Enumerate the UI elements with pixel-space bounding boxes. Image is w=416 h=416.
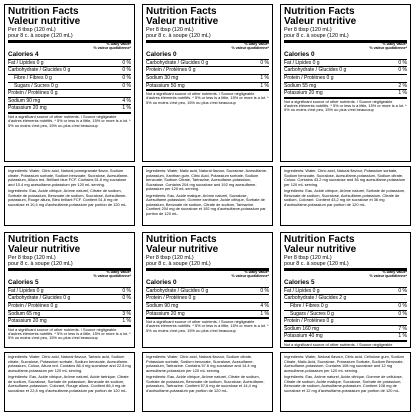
nutrient-dv: 1 % (260, 310, 269, 317)
ingredients-box (4, 166, 135, 226)
nutrient-label: Carbohydrate / Glucides 2 g (284, 295, 347, 302)
nutrient-dv: 0 % (122, 287, 131, 294)
nutrient-label: Sodium 90 mg (8, 97, 41, 104)
panel-footnote: Not a significant source of other nutrients. / Source négligeable d'autres éléments nutritifs. * 5% or less is a little, 15% or more is a lot. * 5% ou moins c'est peu, 15% ou plus c'est beaucoup (146, 91, 269, 105)
nutrient-dv: 0 % (122, 295, 131, 302)
nutrient-dv: 2 % (398, 82, 407, 89)
ingredients-box (280, 352, 411, 412)
serving-size-en: Per 8 tbsp (120 mL) (8, 255, 56, 261)
nutrient-row (284, 75, 407, 83)
panel-title-en: Nutrition Facts (284, 6, 355, 17)
nutrient-row (284, 67, 407, 75)
nutrient-dv: 0 % (122, 59, 131, 66)
dv-header-en: % Daily Value* (106, 42, 131, 47)
nutrient-dv: 1 % (260, 75, 269, 81)
panel-title-fr: Valeur nutritive (146, 16, 219, 27)
nutrient-label: Carbohydrate / Glucides 0 g (8, 295, 71, 302)
nutrient-row (8, 318, 131, 327)
nutrient-label: Fat / Lipides 0 g (284, 59, 320, 66)
nutrient-label: Potassium 20 mg (8, 105, 47, 112)
nutrient-label: Potassium 20 mg (284, 90, 323, 97)
nutrition-panel (280, 4, 411, 162)
ingredients-box (280, 166, 411, 226)
dv-header-en: % Daily Value* (244, 270, 269, 275)
nutrient-row (284, 60, 407, 68)
nutrient-row (146, 60, 269, 68)
nutrient-label: Sodium 30 mg (146, 75, 179, 81)
serving-size-fr: pour 8 c. à soupe (120 mL) (284, 261, 349, 268)
panel-title-fr: Valeur nutritive (284, 16, 357, 27)
nutrient-label: Fat / Lipides 0 g (284, 287, 320, 294)
ingredients-fr: Ingrédients: Eau, Acide citrique, Arôme naturel, Acide tartrique, Citrate de sodium, Sucralose, Sorbate de potassium, Benzoate de sodium, Acésulfame-potassium, Colorant, Rouge allura. Contient 86,4 mg de sucralose et 22,8 mg d'acésulfame-potassium par portion de 120 mL. (8, 374, 129, 393)
nutrient-dv: 1 % (398, 90, 407, 97)
ingredients-box (142, 166, 273, 226)
nutrient-label: Potassium 20 mg (8, 318, 47, 325)
ingredients-en: Ingredients: Water, Citric acid, Natural flavour, Sodium citrate, Potassium sorbate, Sodium benzoate, Sucralose, Acesulfame-potassium, Tartrazine. Contains 57.6 mg sucralose and 14.4 mg acesulfame-potassium per 120 mL serving. (146, 354, 257, 373)
nutrient-row (8, 90, 131, 98)
calories-row: Calories 0 (284, 51, 407, 60)
serving-size-en: Per 8 tbsp (120 mL) (146, 255, 194, 261)
dv-header-fr: % valeur quotidienne* (231, 46, 269, 51)
dv-header-en: % Daily Value* (106, 270, 131, 275)
nutrient-row (8, 83, 131, 91)
nutrient-row (284, 288, 407, 296)
panel-title-fr: Valeur nutritive (146, 244, 219, 255)
nutrition-panel (4, 4, 135, 162)
nutrient-dv: 4 % (260, 303, 269, 309)
panel-title-en: Nutrition Facts (8, 234, 79, 245)
daily-value-header (8, 40, 131, 51)
ingredients-en: Ingredients: Water, Citric acid, Natural flavour, Tartaric acid, Sodium citrate, Sucralose, Potassium sorbate, Sodium benzoate, Acesulfame-potassium, Colour, Allura red. Contains 86.4 mg sucralose and 22.8 mg acesulfame-potassium per 120 mL serving. (8, 354, 131, 373)
serving-size-fr: pour 8 c. à soupe (120 mL) (8, 261, 73, 268)
nutrient-label: Sodium 55 mg (284, 82, 317, 89)
calories-row: Calories 5 (284, 279, 407, 288)
ingredients-fr: Ingrédients: Eau, Acide citrique, Arôme naturel, Citrate de sodium, Sorbate de potassium, Benzoate de sodium, Sucralose, Acésulfame-potassium, Tartrazine. Contient 57,6 mg de sucralose et 14,4 mg d'acésulfame-potassium par portion de 120 mL. (146, 374, 265, 393)
nutrient-row (284, 90, 407, 99)
ingredients-en: Ingredients: Water, Natural flavour, Citric acid, Cellulose gum, Sodium Citrate, Malic Acid, Sucralose, Potassium Sorbate, Sodium Benzoate, Acesulfame-potassium. Contains 108 mg sucralose and 12 mg acesulfame-potassium per 120 mL serving. (284, 354, 405, 373)
nutrient-label: Protein / Protéines 0 g (8, 303, 58, 309)
nutrient-dv: 0 % (260, 287, 269, 294)
calories-row: Calories 0 (146, 51, 269, 60)
ingredients-fr: Ingrédients: Eau, Acide citrique, Arôme naturel, Citrate de sodium, Sorbate de potassium, Benzoate de sodium, Sucralose, Acésulfame-potassium, Rouge allura, Bleu brillant FCF. Contient 51,6 mg de sucralose et 10,4 mg d'acésulfame-potassium par portion de 120 mL. (8, 188, 128, 207)
panel-title-en: Nutrition Facts (146, 234, 217, 245)
nutrient-row (8, 105, 131, 114)
nutrient-dv: 1 % (122, 105, 131, 112)
ingredients-en: Ingredients: Water, Malic acid, Natural flavour, Sucralose, Acesulfame-potassium, Xanthan gum, Citric Acid, Potassium sorbate, Sodium benzoate, Sodium Citrate, Tartrazine, Acesulfame-potassium, Sucralose. Contains 204 mg sucralose and 192 mg acesulfame-potassium per 120 mL serving. (146, 168, 268, 191)
nutrient-row (146, 67, 269, 75)
nutrient-row (8, 60, 131, 68)
nutrient-dv: 3 % (122, 310, 131, 317)
nutrient-label: Carbohydrate / Glucides 0 g (8, 67, 71, 74)
nutrient-row (8, 98, 131, 106)
nutrient-dv: 0 % (122, 67, 131, 74)
dv-header-en: % Daily Value* (382, 270, 407, 275)
dv-header-fr: % valeur quotidienne* (93, 274, 131, 279)
nutrient-label: Potassium 50 mg (146, 82, 185, 89)
nutrient-label: Sodium 160 mg (284, 325, 320, 332)
panel-title-en: Nutrition Facts (284, 234, 355, 245)
nutrient-dv: 0 % (398, 59, 407, 66)
serving-size-fr: pour 8 c. à soupe (120 mL) (146, 33, 211, 40)
panel-title-fr: Valeur nutritive (284, 244, 357, 255)
dv-header-en: % Daily Value* (244, 42, 269, 47)
nutrient-label: Sugars / Sucres 0 g (14, 82, 58, 89)
nutrient-label: Carbohydrate / Glucides 0 g (146, 59, 209, 66)
nutrient-dv: 1 % (398, 333, 407, 340)
nutrient-label: Protein / Protéines 0 g (284, 75, 334, 81)
nutrient-row (146, 295, 269, 303)
nutrient-label: Potassium 40 mg (284, 333, 323, 340)
panel-title-en: Nutrition Facts (146, 6, 217, 17)
nutrient-label: Potassium 20 mg (146, 310, 185, 317)
serving-size-en: Per 8 tbsp (120 mL) (284, 27, 332, 33)
nutrient-row (284, 295, 407, 303)
ingredients-fr: Ingrédients: Eau, Acide citrique, Arôme naturel, Sorbate de potassium, Benzoate de sodium, Sucralose, Acésulfame-potassium, Citrate de sodium, Colorant. Contient 43,2 mg de sucralose et 36 mg d'acésulfame-potassium par portion de 120 mL. (284, 188, 406, 207)
dv-header-fr: % valeur quotidienne* (231, 274, 269, 279)
nutrient-dv: 1 % (260, 82, 269, 89)
nutrient-label: Fibre / Fibres 0 g (290, 303, 328, 309)
panel-title-fr: Valeur nutritive (8, 16, 81, 27)
calories-row: Calories 5 (8, 279, 131, 288)
daily-value-header (146, 40, 269, 51)
nutrient-row (284, 83, 407, 91)
nutrient-row (8, 288, 131, 296)
panel-title-fr: Valeur nutritive (8, 244, 81, 255)
daily-value-header (146, 268, 269, 279)
calories-row: Calories 4 (8, 51, 131, 60)
nutrient-row (284, 311, 407, 319)
serving-size-fr: pour 8 c. à soupe (120 mL) (146, 261, 211, 268)
nutrient-row (146, 83, 269, 92)
nutrition-panel (142, 232, 273, 348)
nutrient-row (8, 311, 131, 319)
dv-header-en: % Daily Value* (382, 42, 407, 47)
nutrition-panel (4, 232, 135, 348)
nutrient-row (146, 75, 269, 83)
nutrient-row (284, 303, 407, 311)
calories-row: Calories 0 (146, 279, 269, 288)
panel-footnote: Not a significant source of other nutrients. / Source négligeable d'autres éléments nutritifs. * 5% or less is a little, 15% or more is a lot. * 5% ou moins c'est peu, 15% ou plus c'est beaucoup (8, 113, 131, 128)
panel-footnote: Not a significant source of other nutrients. / Source négligeable d'autres éléments nutritifs. * 5% or less is a little, 15% or more is a lot. * 5% ou moins c'est peu, 15% ou plus c'est beaucoup (146, 319, 269, 333)
serving-size-fr: pour 8 c. à soupe (120 mL) (8, 33, 73, 40)
nutrient-label: Sodium 65 mg (8, 310, 41, 317)
nutrient-dv: 0 % (398, 67, 407, 74)
nutrient-row (146, 288, 269, 296)
dv-header-fr: % valeur quotidienne* (93, 46, 131, 51)
panel-footnote: Not a significant source of other nutrients. / Source négligeable d'autres éléments nutritifs. * 5% or less is a little, 15% or more is a lot. * 5% ou moins c'est peu, 15% ou plus c'est beaucoup (8, 326, 131, 341)
nutrient-label: Fibre / Fibres 0 g (14, 75, 52, 81)
nutrient-row (8, 75, 131, 83)
ingredients-box (142, 352, 273, 412)
nutrient-dv: 0 % (122, 82, 131, 89)
dv-header-fr: % valeur quotidienne* (369, 274, 407, 279)
nutrient-row (284, 333, 407, 342)
daily-value-header (284, 268, 407, 279)
nutrient-label: Fat / Lipides 0 g (8, 287, 44, 294)
ingredients-en: Ingredients: Water, Citric acid, Natural pomegranate flavor, Sodium citrate, Potassium sorbate, Sodium benzoate, Sucralose, Acesulfame-potassium, Allura red, Brilliant blue FCF. Contains 51.6 mg sucralose and 10.4 mg acesulfame-potassium per 120 mL serving. (8, 168, 129, 187)
ingredients-fr: Ingrédients: Eau, Acide malique, Arôme naturel, Sucralose, Acésulfame-potassium, Gomme xanthane, Acide citrique, Sorbate de potassium, Benzoate de sodium, Citrate de sodium, Tartrazine. Contient 204 mg de sucralose et 192 mg d'acésulfame-potassium par portion de 120 mL. (146, 192, 266, 216)
nutrition-panel (280, 232, 411, 348)
serving-size-en: Per 8 tbsp (120 mL) (284, 255, 332, 261)
nutrient-label: Fat / Lipides 0 g (8, 59, 44, 66)
nutrient-dv: 7 % (398, 325, 407, 332)
nutrient-label: Sugars / Sucres 0 g (290, 310, 334, 317)
nutrient-label: Protein / Protéines 0 g (284, 318, 334, 325)
nutrient-label: Protein / Protéines 0 g (146, 67, 196, 74)
daily-value-header (8, 268, 131, 279)
nutrient-label: Carbohydrate / Glucides 0 g (146, 287, 209, 294)
nutrient-row (146, 311, 269, 320)
nutrient-row (8, 303, 131, 311)
daily-value-header (284, 40, 407, 51)
ingredients-box (4, 352, 135, 412)
nutrient-dv: 0 % (398, 310, 407, 317)
nutrition-panel (142, 4, 273, 162)
nutrient-row (284, 326, 407, 334)
nutrient-label: Sodium 90 mg (146, 303, 179, 309)
nutrient-dv: 0 % (398, 287, 407, 294)
ingredients-en: Ingredients: Water, Citric acid, Natural flavour, Potassium sorbate, Sodium benzoate, Sucralose, Acesulfame-potassium, Sodium citrate, Colour. Contains 43.2 mg sucralose and 36 mg acesulfame-potassium per 120 mL serving. (284, 168, 406, 187)
nutrient-dv: 4 % (122, 97, 131, 104)
serving-size-en: Per 8 tbsp (120 mL) (8, 27, 56, 33)
nutrient-label: Protein / Protéines 0 g (8, 90, 58, 97)
nutrient-dv: 0 % (260, 59, 269, 66)
nutrient-label: Carbohydrate / Glucides 0 g (284, 67, 347, 74)
panel-title-en: Nutrition Facts (8, 6, 79, 17)
dv-header-fr: % valeur quotidienne* (369, 46, 407, 51)
panel-footnote: Not a significant source of other nutrients. / Source négligeable (284, 341, 393, 347)
nutrient-row (8, 67, 131, 75)
nutrient-row (284, 318, 407, 326)
panel-footnote: Not a significant source of other nutrients. / Source négligeable d'autres éléments nutritifs. * 5% or less is a little, 15% or more is a lot. * 5% ou moins c'est peu, 15% ou plus c'est beaucoup (284, 98, 407, 113)
nutrient-row (8, 295, 131, 303)
ingredients-fr: Ingrédients: Eau, Arôme naturel, Acide citrique, Gomme de cellulose, Citrate de sodium, Acide malique, Sucralose, Sorbate de potassium, Benzoate de sodium, Acésulfame-potassium. Contient 108 mg de sucralose et 12 mg d'acésulfame-potassium par portion de 120 mL. (284, 374, 403, 393)
nutrient-dv: 0 % (122, 75, 131, 81)
nutrient-label: Protein / Protéines 0 g (146, 295, 196, 302)
nutrient-dv: 0 % (398, 303, 407, 309)
nutrient-row (146, 303, 269, 311)
serving-size-en: Per 8 tbsp (120 mL) (146, 27, 194, 33)
serving-size-fr: pour 8 c. à soupe (120 mL) (284, 33, 349, 40)
nutrient-dv: 1 % (122, 318, 131, 325)
